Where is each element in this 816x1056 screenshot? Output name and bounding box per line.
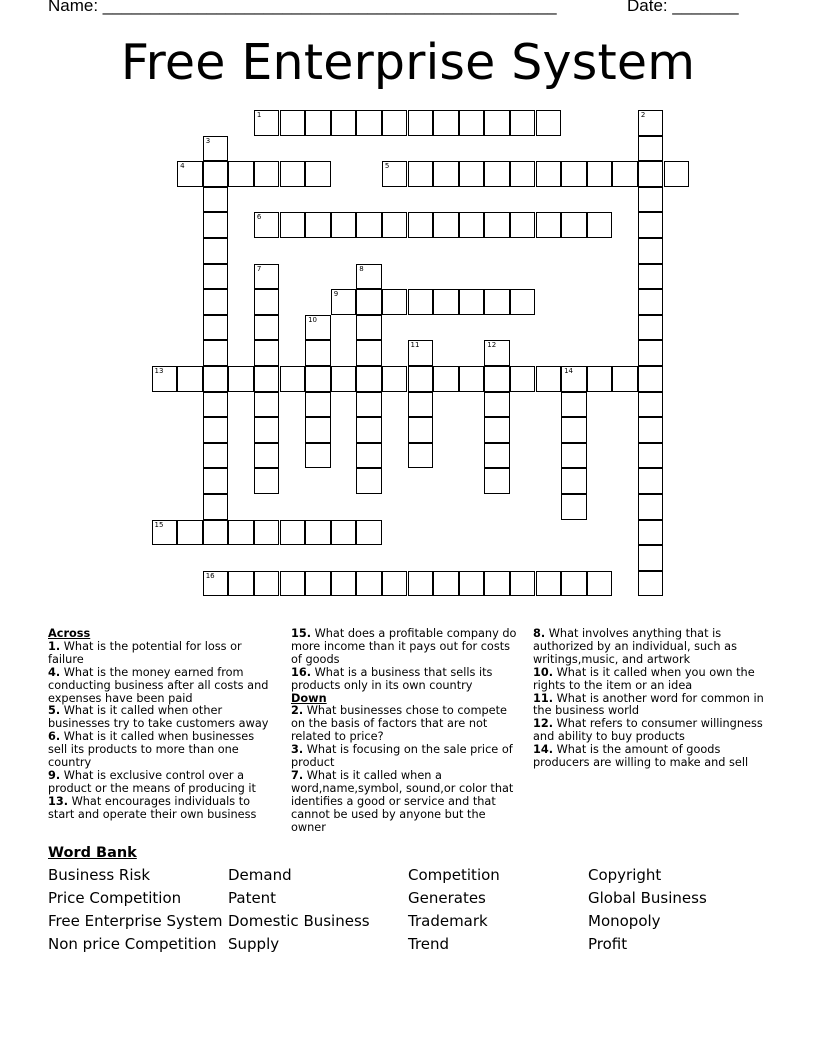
clue-item (48, 667, 276, 706)
clue-item (48, 796, 276, 822)
word-bank-item: Price Competition (48, 889, 182, 907)
crossword-cell[interactable] (433, 110, 459, 136)
crossword-cell[interactable] (638, 392, 664, 418)
crossword-cell[interactable] (356, 520, 382, 546)
crossword-cell[interactable] (356, 289, 382, 315)
crossword-cell[interactable] (638, 161, 664, 187)
crossword-cell[interactable] (638, 212, 664, 238)
crossword-cell[interactable] (356, 264, 382, 290)
crossword-cell[interactable] (484, 443, 510, 469)
crossword-cell[interactable] (587, 571, 613, 597)
crossword-cell[interactable] (638, 264, 664, 290)
crossword-cell[interactable] (484, 110, 510, 136)
clue-item-number: 10. (533, 665, 554, 679)
clue-item-number: 7. (291, 768, 304, 782)
clue-item (533, 718, 769, 744)
crossword-cell[interactable] (203, 136, 229, 162)
crossword-cell[interactable] (280, 366, 306, 392)
clue-number: 9 (333, 290, 339, 299)
crossword-cell[interactable] (203, 468, 229, 494)
word-bank-item: Patent (228, 889, 277, 907)
clue-item (291, 705, 523, 744)
clue-number: 1 (256, 111, 262, 119)
crossword-cell[interactable] (638, 110, 664, 136)
crossword-cell[interactable] (484, 417, 510, 443)
crossword-cell[interactable] (254, 212, 280, 238)
crossword-cell[interactable] (254, 340, 280, 366)
crossword-cell[interactable] (536, 212, 562, 238)
clue-item-text: What is the amount of goods producers are willing to make and sell (533, 743, 749, 770)
crossword-cell[interactable] (305, 212, 331, 238)
crossword-cell[interactable] (408, 366, 434, 392)
clue-item-text: What businesses chose to compete on the basis of factors that are not related to price? (291, 704, 507, 744)
crossword-cell[interactable] (433, 289, 459, 315)
crossword-cell[interactable] (152, 366, 178, 392)
crossword-cell[interactable] (305, 315, 331, 341)
crossword-cell[interactable] (433, 366, 459, 392)
crossword-cell[interactable] (510, 110, 536, 136)
clue-number: 7 (256, 264, 262, 273)
crossword-cell[interactable] (331, 366, 357, 392)
word-bank-item: Non price Competition (48, 935, 217, 953)
crossword-cell[interactable] (484, 340, 510, 366)
crossword-cell[interactable] (331, 110, 357, 136)
crossword-cell[interactable] (484, 571, 510, 597)
clue-item-text: What is it called when you own the rights to the item or an idea (533, 665, 755, 692)
clue-number: 4 (180, 162, 185, 171)
crossword-cell[interactable] (638, 340, 664, 366)
clue-item (291, 770, 523, 835)
clue-item-number: 16. (291, 665, 312, 679)
crossword-cell[interactable] (536, 161, 562, 187)
crossword-cell[interactable] (203, 315, 229, 341)
crossword-cell[interactable] (587, 366, 613, 392)
crossword-cell[interactable] (638, 571, 664, 597)
crossword-cell[interactable] (408, 161, 434, 187)
crossword-cell[interactable] (408, 212, 434, 238)
crossword-cell[interactable] (228, 161, 254, 187)
word-bank-item: Monopoly (588, 912, 661, 930)
clue-number: 3 (205, 136, 211, 145)
crossword-cell[interactable] (203, 571, 229, 597)
clue-item (48, 641, 276, 667)
word-bank-item: Global Business (588, 889, 707, 907)
crossword-cell[interactable] (408, 340, 434, 366)
crossword-cell[interactable] (203, 238, 229, 264)
crossword-cell[interactable] (305, 443, 331, 469)
crossword-cell[interactable] (177, 161, 203, 187)
crossword-cell[interactable] (331, 571, 357, 597)
clue-item-text: What is a business that sells its products only in its own country (291, 665, 493, 692)
crossword-cell[interactable] (382, 289, 408, 315)
clue-item-text: What is the money earned from conducting business after all costs and expenses have been paid (48, 665, 269, 705)
crossword-cell[interactable] (356, 443, 382, 469)
crossword-cell[interactable] (203, 264, 229, 290)
crossword-cell[interactable] (177, 366, 203, 392)
crossword-cell[interactable] (305, 571, 331, 597)
crossword-cell[interactable] (203, 392, 229, 418)
crossword-cell[interactable] (254, 366, 280, 392)
crossword-cell[interactable] (305, 520, 331, 546)
clue-item-text: What is the potential for loss or failure (48, 639, 242, 666)
crossword-cell[interactable] (254, 264, 280, 290)
clue-column-2 (291, 628, 523, 835)
crossword-cell[interactable] (203, 161, 229, 187)
crossword-cell[interactable] (484, 468, 510, 494)
crossword-cell[interactable] (638, 417, 664, 443)
crossword-cell[interactable] (356, 392, 382, 418)
crossword-cell[interactable] (459, 161, 485, 187)
crossword-cell[interactable] (305, 340, 331, 366)
crossword-cell[interactable] (484, 289, 510, 315)
word-bank-item: Supply (228, 935, 280, 953)
crossword-cell[interactable] (254, 468, 280, 494)
crossword-cell[interactable] (280, 520, 306, 546)
crossword-cell[interactable] (203, 289, 229, 315)
crossword-cell[interactable] (280, 571, 306, 597)
crossword-cell[interactable] (203, 212, 229, 238)
crossword-cell[interactable] (408, 110, 434, 136)
clue-item-number: 13. (48, 794, 69, 808)
clue-item-text: What encourages individuals to start and operate their own business (48, 794, 257, 821)
clue-number: 16 (205, 571, 215, 580)
crossword-cell[interactable] (305, 366, 331, 392)
clue-item (291, 628, 523, 667)
crossword-cell[interactable] (638, 366, 664, 392)
crossword-cell[interactable] (459, 110, 485, 136)
crossword-cell[interactable] (356, 110, 382, 136)
crossword-cell[interactable] (382, 161, 408, 187)
clue-section-heading: Across (48, 627, 91, 640)
crossword-cell[interactable] (638, 289, 664, 315)
clue-item (533, 744, 769, 770)
crossword-cell[interactable] (254, 392, 280, 418)
crossword-cell[interactable] (177, 520, 203, 546)
clue-item-number: 2. (291, 704, 304, 718)
clue-item-number: 4. (48, 665, 61, 679)
clue-item-number: 11. (533, 691, 554, 705)
crossword-cell[interactable] (356, 212, 382, 238)
crossword-cell[interactable] (408, 289, 434, 315)
crossword-cell[interactable] (587, 161, 613, 187)
crossword-cell[interactable] (459, 212, 485, 238)
crossword-cell[interactable] (561, 494, 587, 520)
crossword-cell[interactable] (561, 161, 587, 187)
clue-number: 5 (384, 162, 390, 171)
clue-item-text: What does a profitable company do more income than it pays out for costs of goods (291, 627, 517, 666)
crossword-cell[interactable] (561, 571, 587, 597)
crossword-cell[interactable] (356, 417, 382, 443)
crossword-cell[interactable] (331, 212, 357, 238)
word-bank-item: Domestic Business (228, 912, 370, 930)
crossword-cell[interactable] (484, 161, 510, 187)
crossword-cell[interactable] (356, 571, 382, 597)
clue-column-3 (533, 628, 769, 770)
clue-number: 13 (154, 367, 164, 375)
clue-number: 10 (308, 315, 318, 324)
word-bank-item: Business Risk (48, 866, 151, 884)
crossword-cell[interactable] (484, 392, 510, 418)
clue-item-text: What refers to consumer willingness and ability to buy products (533, 717, 763, 744)
clue-item (533, 667, 769, 693)
crossword-cell[interactable] (561, 366, 587, 392)
clue-item-text: What is another word for common in the business world (533, 691, 764, 718)
clue-item-text: What is it called when other businesses try to take customers away (48, 704, 269, 731)
crossword-cell[interactable] (203, 417, 229, 443)
clue-item-number: 1. (48, 639, 61, 653)
crossword-cell[interactable] (561, 417, 587, 443)
clue-item-number: 15. (291, 627, 312, 640)
crossword-cell[interactable] (510, 571, 536, 597)
crossword-cell[interactable] (254, 161, 280, 187)
clue-item-number: 8. (533, 627, 546, 640)
clue-item-number: 9. (48, 768, 61, 782)
crossword-cell[interactable] (408, 443, 434, 469)
crossword-cell[interactable] (228, 520, 254, 546)
clue-item (291, 744, 523, 770)
clue-item (533, 628, 769, 667)
crossword-cell[interactable] (305, 417, 331, 443)
crossword-cell[interactable] (280, 212, 306, 238)
clue-section-heading: Down (291, 691, 327, 705)
crossword-cell[interactable] (280, 110, 306, 136)
clue-item-number: 14. (533, 743, 554, 757)
crossword-cell[interactable] (331, 520, 357, 546)
crossword-cell[interactable] (638, 238, 664, 264)
crossword-cell[interactable] (638, 187, 664, 213)
crossword-cell[interactable] (536, 366, 562, 392)
crossword-cell[interactable] (484, 212, 510, 238)
crossword-cell[interactable] (510, 212, 536, 238)
clue-item-number: 12. (533, 717, 554, 731)
clue-number: 8 (359, 264, 364, 273)
crossword-cell[interactable] (638, 315, 664, 341)
clue-item (48, 770, 276, 796)
crossword-cell[interactable] (254, 289, 280, 315)
crossword-cell[interactable] (433, 161, 459, 187)
crossword-cell[interactable] (561, 443, 587, 469)
crossword-cell[interactable] (203, 443, 229, 469)
clue-number: 2 (640, 111, 646, 119)
crossword-cell[interactable] (561, 212, 587, 238)
crossword-cell[interactable] (638, 468, 664, 494)
word-bank-title: Word Bank (48, 845, 137, 861)
crossword-cell[interactable] (408, 571, 434, 597)
crossword-cell[interactable] (612, 161, 638, 187)
crossword-cell[interactable] (228, 571, 254, 597)
crossword-cell[interactable] (638, 545, 664, 571)
crossword-cell[interactable] (331, 289, 357, 315)
crossword-cell[interactable] (561, 392, 587, 418)
clue-item-text: What is focusing on the sale price of product (291, 743, 513, 770)
clue-number: 15 (154, 520, 164, 529)
word-bank-item: Free Enterprise System (48, 912, 223, 930)
page-title: Free Enterprise System (120, 34, 696, 91)
crossword-cell[interactable] (356, 468, 382, 494)
crossword-cell[interactable] (356, 366, 382, 392)
clue-item-text: What involves anything that is authorized by an individual, such as writings,music, and artwork (533, 627, 737, 666)
crossword-cell[interactable] (664, 161, 690, 187)
word-bank-item: Demand (228, 866, 292, 884)
name-field[interactable]: Name: ________________________________________________ (48, 0, 557, 15)
clue-item-number: 3. (291, 743, 304, 757)
word-bank-item: Profit (588, 935, 628, 953)
crossword-cell[interactable] (280, 161, 306, 187)
clue-number: 14 (564, 367, 574, 375)
crossword-cell[interactable] (305, 161, 331, 187)
crossword-cell[interactable] (638, 443, 664, 469)
crossword-cell[interactable] (510, 289, 536, 315)
crossword-cell[interactable] (484, 366, 510, 392)
word-bank-item: Generates (408, 889, 486, 907)
crossword-cell[interactable] (203, 187, 229, 213)
crossword-cell[interactable] (305, 392, 331, 418)
clue-number: 6 (256, 213, 262, 222)
clue-item (533, 693, 769, 719)
crossword-cell[interactable] (254, 571, 280, 597)
crossword-cell[interactable] (356, 315, 382, 341)
crossword-cell[interactable] (536, 110, 562, 136)
crossword-cell[interactable] (382, 110, 408, 136)
clue-item-text: What is exclusive control over a product or the means of producing it (48, 768, 256, 795)
crossword-cell[interactable] (203, 340, 229, 366)
crossword-cell[interactable] (356, 340, 382, 366)
crossword-cell[interactable] (305, 110, 331, 136)
crossword-cell[interactable] (382, 212, 408, 238)
crossword-cell[interactable] (510, 161, 536, 187)
clue-number: 11 (410, 341, 420, 350)
word-bank-item: Competition (408, 866, 500, 884)
clue-item (48, 705, 276, 731)
crossword-cell[interactable] (254, 315, 280, 341)
crossword-cell[interactable] (612, 366, 638, 392)
crossword-cell[interactable] (561, 468, 587, 494)
clue-column-1 (48, 628, 276, 822)
crossword-cell[interactable] (408, 417, 434, 443)
word-bank-item: Copyright (588, 866, 662, 884)
crossword-cell[interactable] (536, 571, 562, 597)
crossword-cell[interactable] (459, 571, 485, 597)
crossword-cell[interactable] (638, 520, 664, 546)
crossword-cell[interactable] (459, 289, 485, 315)
crossword-cell[interactable] (254, 417, 280, 443)
crossword-cell[interactable] (459, 366, 485, 392)
clue-item (291, 667, 523, 693)
crossword-cell[interactable] (638, 494, 664, 520)
crossword-cell[interactable] (433, 571, 459, 597)
clue-item (48, 731, 276, 770)
word-bank-item: Trademark (408, 912, 488, 930)
crossword-cell[interactable] (203, 520, 229, 546)
crossword-cell[interactable] (228, 366, 254, 392)
clue-item-number: 5. (48, 704, 61, 718)
crossword-cell[interactable] (408, 392, 434, 418)
date-field[interactable]: Date: _______ (627, 0, 739, 15)
crossword-cell[interactable] (433, 212, 459, 238)
clue-item-number: 6. (48, 730, 61, 744)
crossword-cell[interactable] (638, 136, 664, 162)
crossword-cell[interactable] (203, 366, 229, 392)
crossword-cell[interactable] (203, 494, 229, 520)
word-bank-item: Trend (408, 935, 450, 953)
crossword-cell[interactable] (254, 520, 280, 546)
crossword-cell[interactable] (382, 366, 408, 392)
crossword-cell[interactable] (510, 366, 536, 392)
crossword-cell[interactable] (587, 212, 613, 238)
crossword-cell[interactable] (382, 571, 408, 597)
crossword-cell[interactable] (254, 110, 280, 136)
crossword-cell[interactable] (152, 520, 178, 546)
clue-number: 12 (487, 341, 497, 350)
clue-item-text: What is it called when a word,name,symbol, sound,or color that identifies a good or service and that cannot be used by anyone but the owner (291, 768, 514, 834)
clue-item-text: What is it called when businesses sell its products to more than one country (48, 730, 255, 770)
crossword-cell[interactable] (254, 443, 280, 469)
